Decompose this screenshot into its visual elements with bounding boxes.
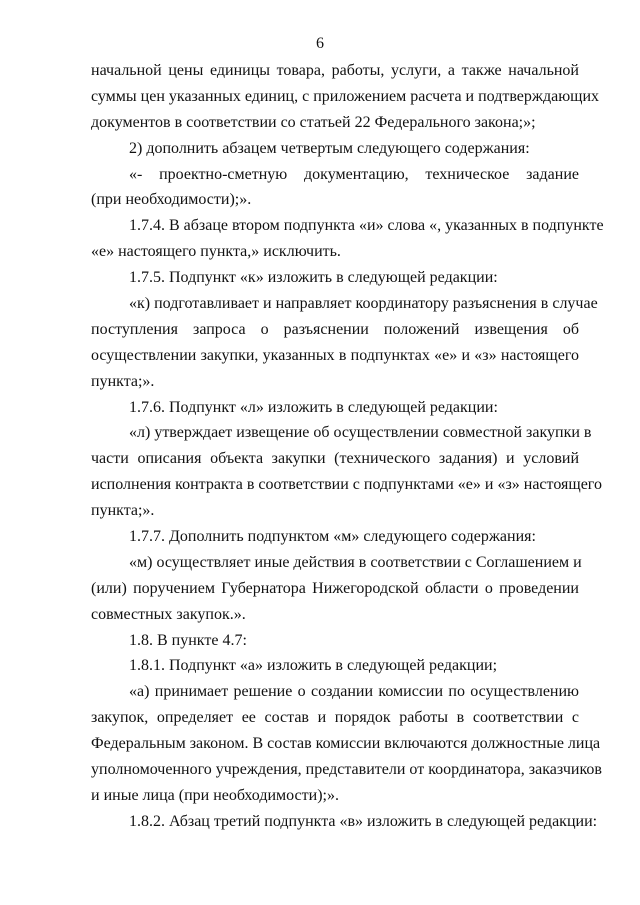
text-line: уполномоченного учреждения, представители от координатора, заказчиков	[91, 761, 602, 779]
text-line: 1.7.5. Подпункт «к» изложить в следующей редакции:	[129, 269, 498, 287]
page-number: 6	[316, 35, 324, 52]
text-line: поступления запроса о разъяснении положений извещения об	[91, 320, 579, 338]
text-line: «л) утверждает извещение об осуществлении совместной закупки в	[129, 424, 592, 442]
text-line: осуществлении закупки, указанных в подпунктах «е» и «з» настоящего	[91, 346, 579, 364]
text-line: (при необходимости);».	[91, 191, 252, 209]
text-line: суммы цен указанных единиц, с приложением расчета и подтверждающих	[91, 87, 600, 105]
document-body	[91, 58, 604, 835]
text-line: (или) поручением Губернатора Нижегородской области о проведении	[91, 579, 579, 597]
text-line: «- проектно-сметную документацию, техническое задание	[129, 165, 579, 183]
text-line: 1.7.7. Дополнить подпунктом «м» следующего содержания:	[129, 528, 536, 546]
text-line: и иные лица (при необходимости);».	[91, 786, 339, 804]
text-line: Федеральным законом. В состав комиссии включаются должностные лица	[91, 735, 601, 753]
text-line: совместных закупок.».	[91, 605, 246, 623]
text-line: «е» настоящего пункта,» исключить.	[91, 243, 341, 261]
text-line: 1.8.1. Подпункт «а» изложить в следующей редакции;	[129, 657, 498, 675]
text-line: 1.8. В пункте 4.7:	[129, 631, 247, 649]
text-line: начальной цены единицы товара, работы, услуги, а также начальной	[91, 62, 579, 79]
text-line: «м) осуществляет иные действия в соответствии с Соглашением и	[129, 553, 582, 571]
text-line: «к) подготавливает и направляет координатору разъяснения в случае	[129, 295, 598, 313]
text-line: пункта;».	[91, 502, 155, 520]
text-line: исполнения контракта в соответствии с подпунктами «е» и «з» настоящего	[91, 476, 602, 494]
text-line: закупок, определяет ее состав и порядок работы в соответствии с	[91, 709, 579, 727]
text-line: пункта;».	[91, 372, 155, 390]
text-line: 2) дополнить абзацем четвертым следующего содержания:	[129, 139, 530, 157]
text-line: документов в соответствии со статьей 22 Федерального закона;»;	[91, 113, 536, 131]
text-line: 1.7.6. Подпункт «л» изложить в следующей редакции:	[129, 398, 498, 416]
text-line: 1.7.4. В абзаце втором подпункта «и» слова «, указанных в подпункте	[129, 217, 604, 235]
text-line: «а) принимает решение о создании комиссии по осуществлению	[129, 683, 579, 701]
text-line: части описания объекта закупки (технического задания) и условий	[91, 450, 579, 468]
text-line: 1.8.2. Абзац третий подпункта «в» изложить в следующей редакции:	[129, 812, 598, 830]
